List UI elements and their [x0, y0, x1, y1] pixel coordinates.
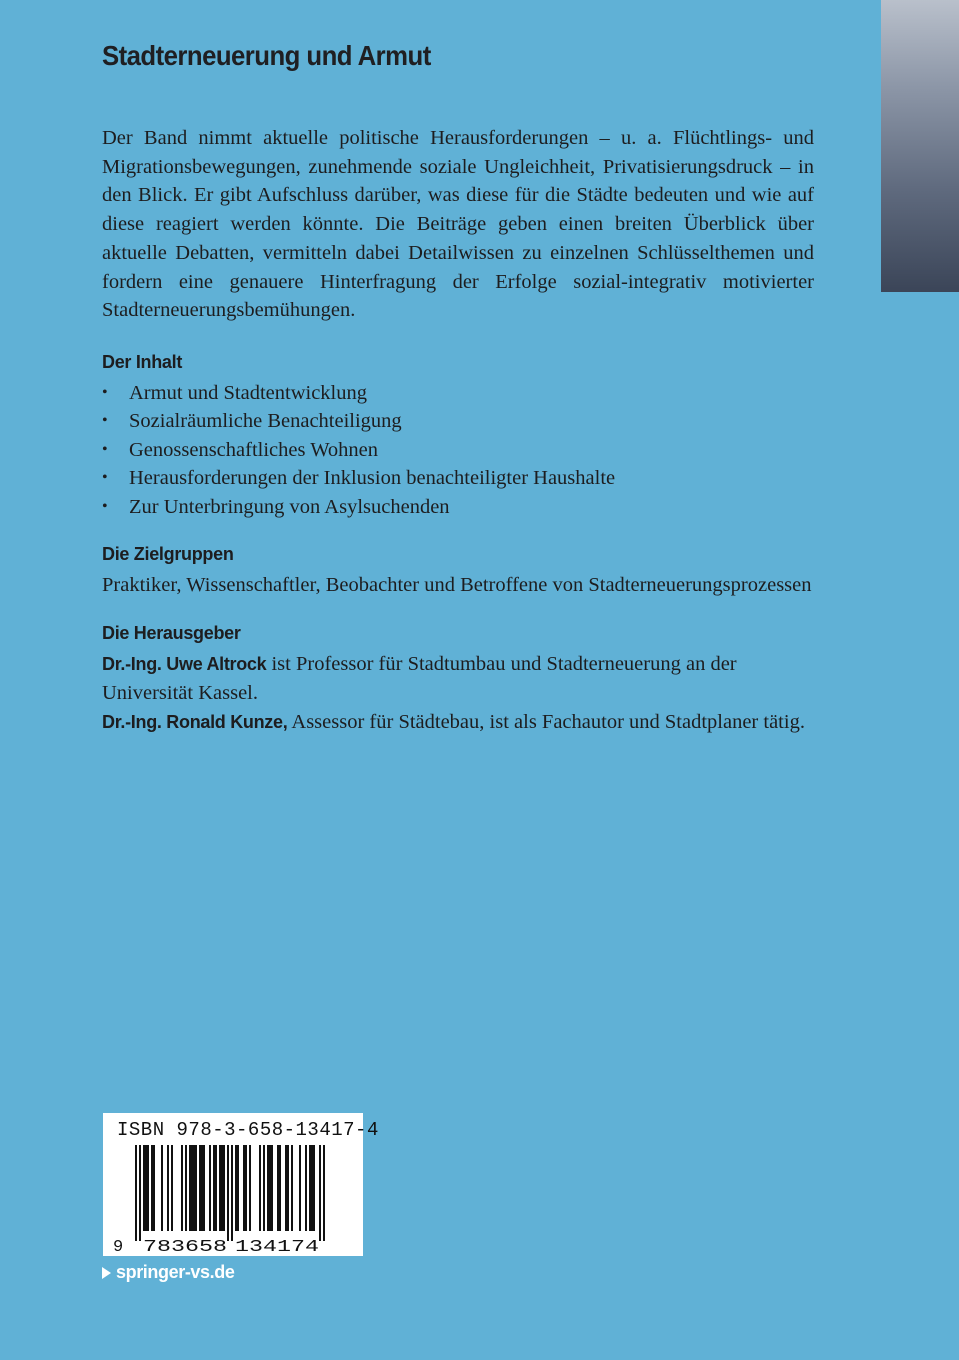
list-item	[102, 464, 814, 493]
publisher-link[interactable]	[102, 1262, 234, 1283]
barcode-bar	[285, 1145, 289, 1231]
bullet-icon: •	[102, 412, 108, 430]
barcode-bar	[181, 1145, 183, 1231]
barcode-bar	[263, 1145, 265, 1231]
editor-bio: ist Professor für Stadtumbau und Stadterneuerung an der Universität Kassel.	[102, 653, 737, 704]
barcode-digits	[113, 1238, 319, 1256]
book-description: Der Band nimmt aktuelle politische Herausforderungen – u. a. Flüchtlings- und Migrationsbewegungen, zunehmende soziale Ungleichheit, Privatisierungsdruck – in den Blick. Er gibt Aufschluss darüber, was diese für die Städte bedeuten und wie auf diese reagiert werden könnte. Die Beiträge geben einen breiten Überblick über aktuelle Debatten, vermitteln dabei Detailwissen zu einzelnen Schlüsselthemen und fordern eine genauere Hinterfragung der Erfolge sozial-integrativ motivierter Stadterneuerungsbemühungen.	[102, 127, 814, 322]
barcode-bar	[185, 1145, 187, 1231]
barcode-bar	[259, 1145, 261, 1231]
editor-entry-kunze	[102, 708, 814, 737]
isbn-barcode	[103, 1113, 379, 1256]
section-heading-inhalt: Der Inhalt	[102, 351, 183, 372]
section-heading-herausgeber: Die Herausgeber	[102, 623, 241, 644]
barcode-bar	[151, 1145, 155, 1231]
contents-list	[102, 379, 814, 522]
target-audience-text: Praktiker, Wissenschaftler, Beobachter und Betroffene von Stadterneuerungsprozessen	[102, 574, 812, 597]
barcode-guard-bar	[319, 1145, 321, 1241]
decorative-gradient-strip	[881, 0, 959, 292]
publisher-url: springer-vs.de	[116, 1262, 235, 1282]
barcode-bar	[309, 1145, 315, 1231]
barcode-guard-bar	[139, 1145, 141, 1241]
barcode-guard-bar	[135, 1145, 137, 1241]
barcode-bar	[189, 1145, 197, 1231]
barcode-guard-bar	[231, 1145, 233, 1241]
list-item-text: Genossenschaftliches Wohnen	[129, 438, 379, 461]
list-item	[102, 436, 814, 465]
editors-text	[102, 650, 814, 736]
barcode-bar	[235, 1145, 239, 1231]
barcode-bar	[277, 1145, 281, 1231]
barcode-guard-bar	[323, 1145, 325, 1241]
list-item	[102, 407, 814, 436]
barcode-bar	[243, 1145, 247, 1231]
bullet-icon: •	[102, 383, 108, 401]
barcode-bar	[249, 1145, 251, 1231]
barcode-bar	[209, 1145, 211, 1231]
bullet-icon: •	[102, 497, 108, 515]
barcode-bar	[213, 1145, 217, 1231]
barcode-bar	[171, 1145, 173, 1231]
editor-bio: Assessor für Städtebau, ist als Fachautor und Stadtplaner tätig.	[287, 710, 805, 733]
arrow-right-icon	[102, 1267, 111, 1279]
list-item-text: Sozialräumliche Benachteiligung	[129, 410, 402, 433]
book-title: Stadterneuerung und Armut	[102, 40, 431, 71]
section-heading-zielgruppen: Die Zielgruppen	[102, 544, 234, 565]
barcode-bar	[161, 1145, 163, 1231]
editor-name: Dr.-Ing. Uwe Altrock	[102, 654, 267, 675]
isbn-label: ISBN 978-3-658-13417-4	[117, 1119, 379, 1141]
cover-content	[102, 124, 814, 736]
bullet-icon: •	[102, 469, 108, 487]
list-item	[102, 379, 814, 408]
barcode-bar	[143, 1145, 149, 1231]
barcode-left-digits: 783658	[143, 1238, 227, 1256]
list-item	[102, 493, 814, 522]
barcode-bar	[199, 1145, 205, 1231]
barcode-first-digit: 9	[113, 1238, 124, 1256]
barcode-bars	[135, 1145, 325, 1241]
barcode-right-digits: 134174	[235, 1238, 319, 1256]
barcode-guard-bar	[227, 1145, 229, 1241]
barcode-bar	[299, 1145, 301, 1231]
bullet-icon: •	[102, 440, 108, 458]
list-item-text: Herausforderungen der Inklusion benachteiligter Haushalte	[129, 467, 616, 490]
barcode-bar	[267, 1145, 273, 1231]
barcode-bar	[167, 1145, 169, 1231]
barcode-bar	[305, 1145, 307, 1231]
list-item-text: Zur Unterbringung von Asylsuchenden	[129, 495, 450, 518]
barcode-bar	[291, 1145, 293, 1231]
barcode-bar	[219, 1145, 225, 1231]
list-item-text: Armut und Stadtentwicklung	[129, 381, 368, 404]
editor-entry-altrock	[102, 650, 814, 707]
editor-name: Dr.-Ing. Ronald Kunze,	[102, 711, 288, 732]
